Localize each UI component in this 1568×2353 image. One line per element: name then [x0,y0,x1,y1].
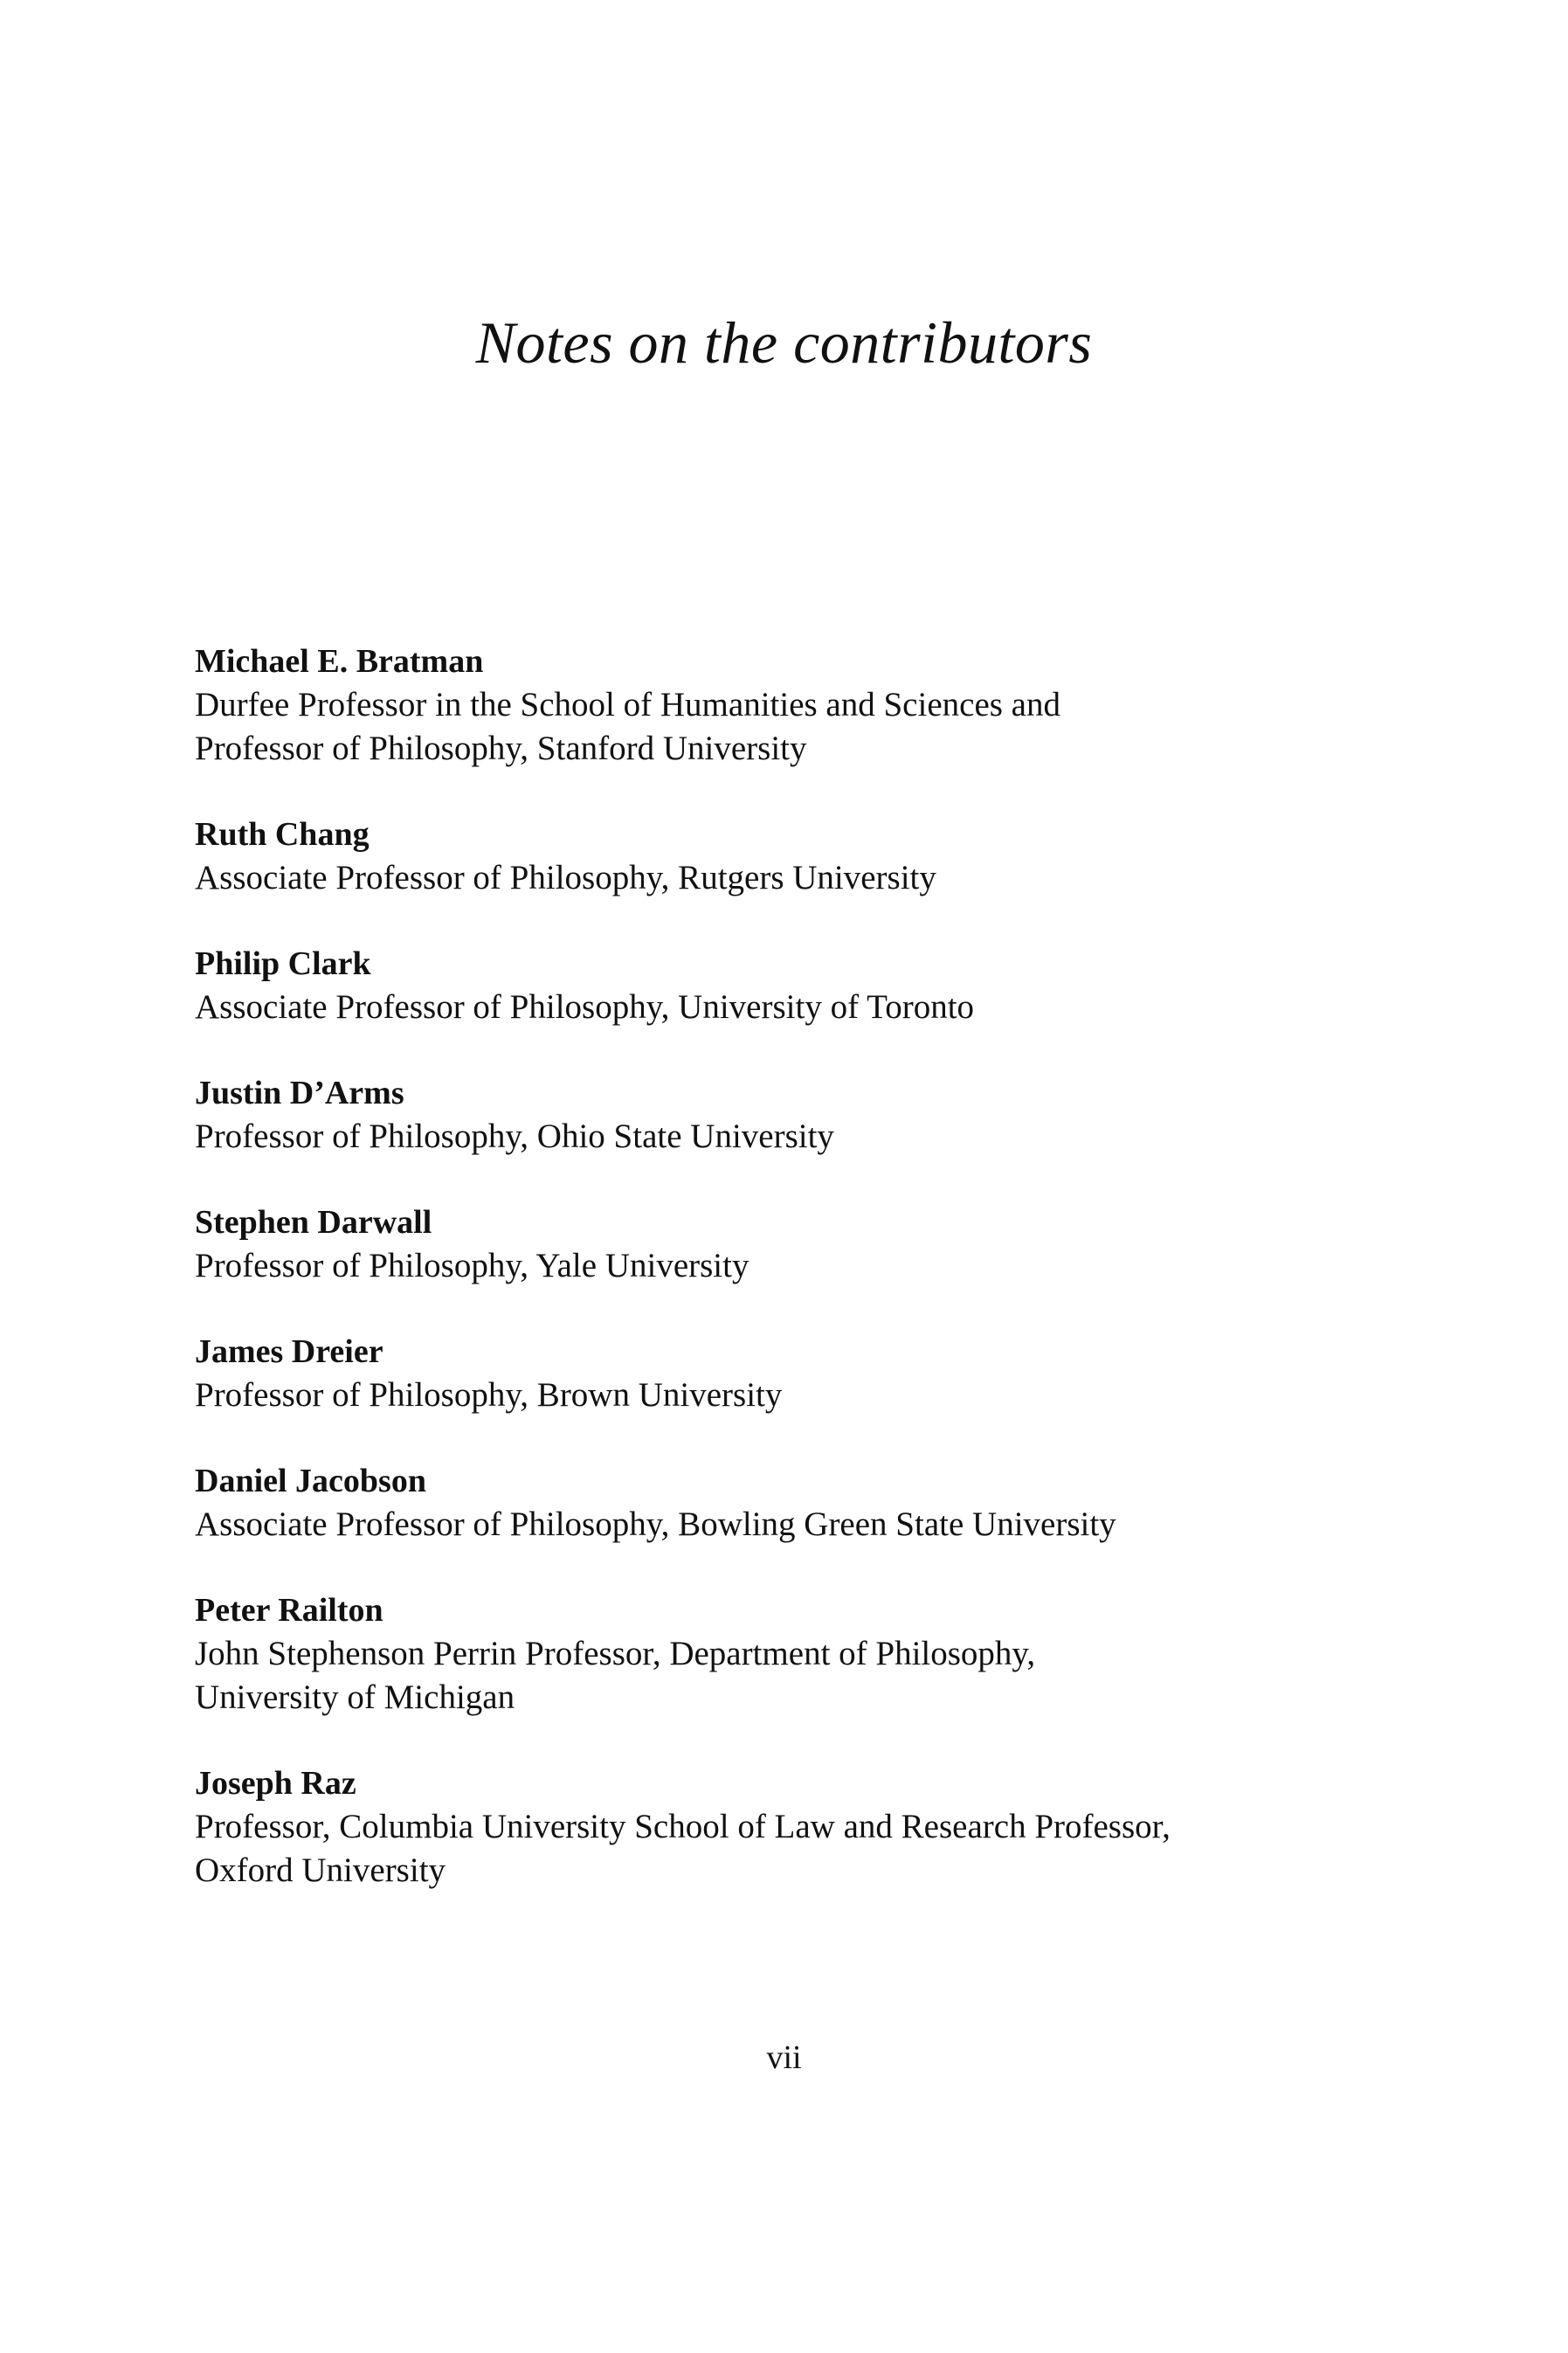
contributor-entry [195,1330,1418,1417]
contributor-list [195,640,1418,1934]
contributor-affiliation: Professor of Philosophy, Ohio State University [195,1118,834,1155]
contributor-affiliation: Associate Professor of Philosophy, Bowling Green State University [195,1505,1116,1543]
contributor-entry [195,1201,1418,1288]
contributor-name: Ruth Chang [195,816,370,853]
contributor-entry [195,640,1418,771]
contributor-name: James Dreier [195,1333,383,1370]
contributor-name: Joseph Raz [195,1765,356,1802]
contributor-name: Justin D’Arms [195,1075,404,1111]
contributor-entry [195,1761,1418,1893]
page-number: vii [766,2039,802,2076]
contributor-affiliation: John Stephenson Perrin Professor, Department of Philosophy, University of Michigan [195,1635,1036,1716]
contributor-name: Stephen Darwall [195,1204,432,1241]
contributor-name: Philip Clark [195,945,371,982]
contributor-name: Daniel Jacobson [195,1463,426,1499]
page-title: Notes on the contributors [475,309,1093,376]
contributor-entry [195,942,1418,1029]
contributor-entry [195,1071,1418,1159]
contributor-affiliation: Professor, Columbia University School of Law and Research Professor, Oxford University [195,1808,1171,1889]
contributor-entry [195,813,1418,900]
contributor-affiliation: Associate Professor of Philosophy, University of Toronto [195,988,975,1026]
contributor-entry [195,1459,1418,1547]
contributor-name: Michael E. Bratman [195,643,484,680]
contributor-affiliation: Associate Professor of Philosophy, Rutgers University [195,859,936,896]
contributor-affiliation: Professor of Philosophy, Yale University [195,1247,749,1284]
contributor-affiliation: Professor of Philosophy, Brown University [195,1376,783,1414]
contributor-entry [195,1588,1418,1720]
contributor-name: Peter Railton [195,1592,383,1629]
contributor-affiliation: Durfee Professor in the School of Humanities and Sciences and Professor of Philosophy, Stanford University [195,686,1060,767]
